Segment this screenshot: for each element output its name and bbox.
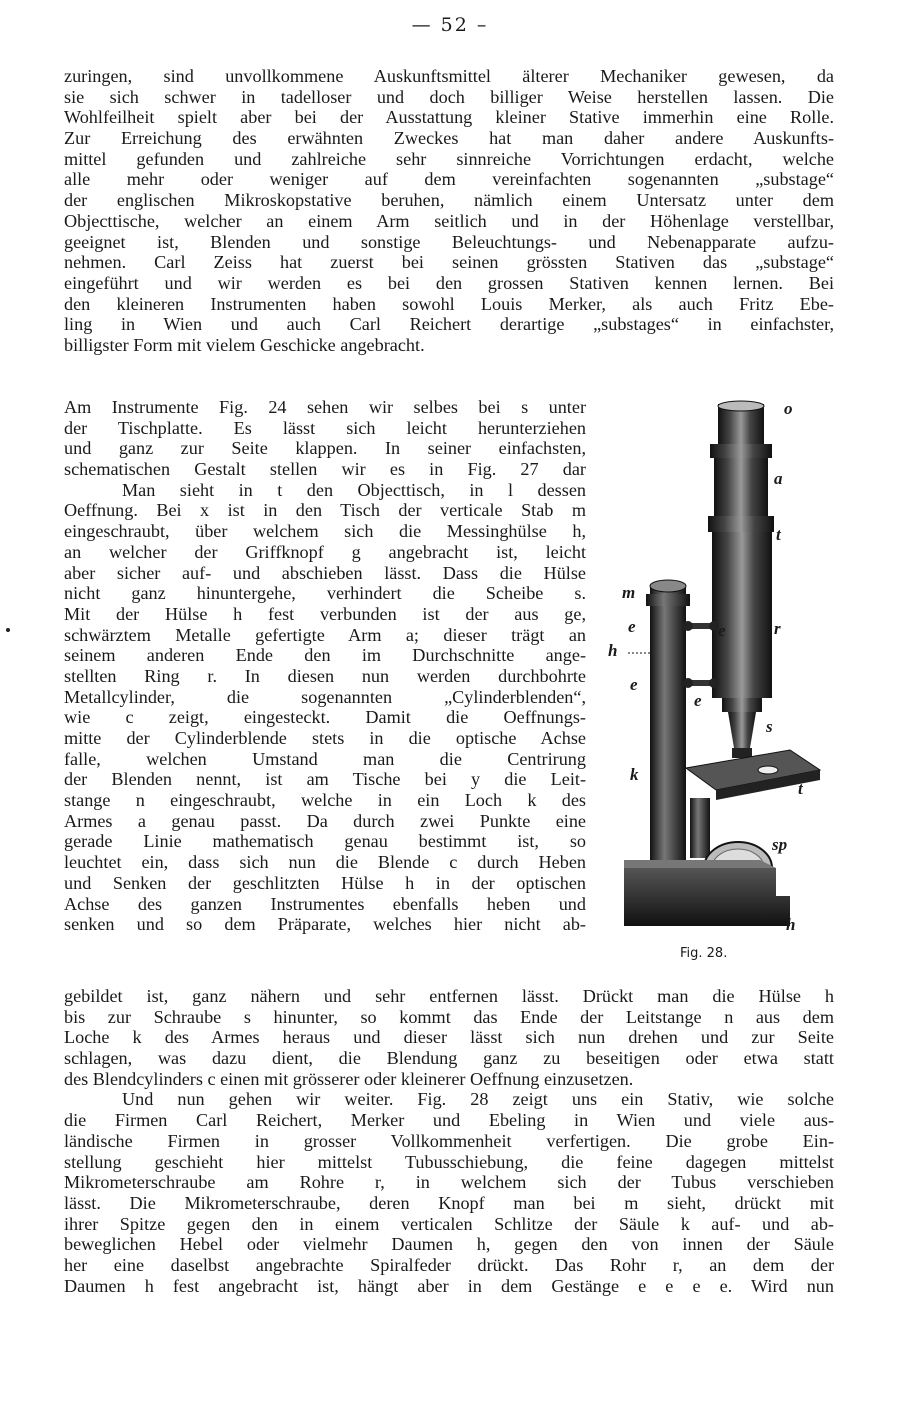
text-line: die Firmen Carl Reichert, Merker und Ebeling in Wien und viele aus- [64, 1110, 834, 1131]
text-line: gebildet ist, ganz nähern und sehr entfernen lässt. Drückt man die Hülse h [64, 986, 834, 1006]
text-line: Mikrometerschraube am Rohre r, in welchem sich der Tubus verschieben [64, 1172, 834, 1193]
text-line: an welcher der Griffknopf g angebracht ist, leicht [64, 541, 586, 562]
text-line: eingeschraubt, über welchem sich die Messinghülse h, [64, 521, 586, 542]
fig-label-e3: e [630, 675, 638, 694]
fig-label-h-low: h [786, 915, 796, 934]
fig-label-a: a [774, 469, 783, 488]
text-line: nicht ganz hinuntergehe, verhindert die Scheibe s. [64, 583, 586, 604]
paragraph-full-width [64, 66, 834, 356]
text-line: leuchtet ein, dass sich nun die Blende c durch Heben [64, 852, 586, 873]
pillar [650, 586, 686, 866]
base [624, 868, 790, 926]
figure-caption: Fig. 28. [680, 946, 728, 961]
paragraph-below-figure [64, 986, 834, 1296]
text-line: seinem anderen Ende den im Durchschnitte ange- [64, 645, 586, 666]
objective [728, 712, 756, 748]
text-line: her eine daselbst angebrachte Spiralfeder drückt. Das Rohr r, an dem der [64, 1254, 834, 1275]
text-line: Man sieht in t den Objecttisch, in l dessen [122, 479, 586, 500]
text-line: lässt. Die Mikrometerschraube, deren Knopf man bei m sieht, drückt mit [64, 1192, 834, 1213]
text-line: schematischen Gestalt stellen wir es in Fig. 27 dar [64, 459, 586, 480]
text-line: und Senken der geschlitzten Hülse h in der optischen [64, 872, 586, 893]
text-line: den kleineren Instrumenten haben sowohl Louis Merker, als auch Fritz Ebe- [64, 293, 834, 314]
text-line: wie c zeigt, eingesteckt. Damit die Oeffnungs- [64, 707, 586, 728]
fig-label-e1: e [628, 617, 636, 636]
text-line: schwärztem Metalle gefertigte Arm a; dieser trägt an [64, 624, 586, 645]
text-line: Loche k des Armes heraus und dieser lässt sich nun drehen und zur Seite [64, 1027, 834, 1048]
text-line: senken und so dem Präparate, welches hier nicht ab- [64, 914, 586, 935]
text-line: Oeffnung. Bei x ist in den Tisch der verticale Stab m [64, 500, 586, 521]
text-line: billigster Form mit vielem Geschicke angebracht. [64, 334, 425, 355]
fig-label-sp: sp [772, 835, 788, 854]
fig-label-s: s [766, 717, 773, 736]
fig-label-e4: e [694, 691, 702, 710]
paragraph-beside-figure [64, 397, 586, 935]
text-line: schlagen, was dazu dient, die Blendung ganz zu beseitigen oder etwa statt [64, 1048, 834, 1069]
text-line: Armes a genau passt. Da durch zwei Punkte eine [64, 810, 586, 831]
text-line: Mit der Hülse h fest verbunden ist der aus ge, [64, 603, 586, 624]
text-line: Und nun gehen wir weiter. Fig. 28 zeigt uns ein Stativ, wie solche [122, 1089, 834, 1110]
text-line: stellten Ring r. In diesen nun werden durchbohrte [64, 665, 586, 686]
fig-label-e2: e [718, 621, 726, 640]
fig-label-h-left: h [608, 641, 618, 660]
text-line: und ganz zur Seite klappen. In seiner einfachsten, [64, 438, 586, 459]
upper-tube [714, 458, 768, 518]
main-tube [712, 532, 772, 698]
text-line: der Tischplatte. Es lässt sich leicht herunterziehen [64, 417, 586, 438]
text-line: beweglichen Hebel oder vielmehr Daumen h, gegen den von innen der Säule [64, 1234, 834, 1255]
text-line: Am Instrumente Fig. 24 sehen wir selbes bei s unter [64, 397, 586, 417]
fig-label-t-low: t [798, 779, 803, 798]
text-line: Metallcylinder, die sogenannten „Cylinderblenden“, [64, 686, 586, 707]
text-line: Objecttische, welcher an einem Arm seitlich und in der Höhenlage verstellbar, [64, 210, 834, 231]
text-line: aber sicher auf- und abschieben lässt. Dass die Hülse [64, 562, 586, 583]
text-line: mittel gefunden und zahlreiche sehr sinnreiche Vorrichtungen erdacht, welche [64, 148, 834, 169]
text-line: stellung geschieht hier mittelst Tubusschiebung, die feine dagegen mittelst [64, 1151, 834, 1172]
fig-label-m: m [622, 583, 636, 602]
text-line: ling in Wien und auch Carl Reichert derartige „substages“ in einfachster, [64, 314, 834, 335]
text-line: ländische Firmen in grosser Vollkommenheit verfertigen. Die grobe Ein- [64, 1130, 834, 1151]
microscope-figure [600, 398, 840, 988]
text-line: Daumen h fest angebracht ist, hängt aber in dem Gestänge e e e e. Wird nun [64, 1275, 834, 1296]
text-line: eingeführt und wir werden es bei den grossen Stativen kennen lernen. Bei [64, 272, 834, 293]
text-line: mitte der Cylinderblende stets in die optische Achse [64, 728, 586, 748]
text-line: Achse des ganzen Instrumentes ebenfalls heben und [64, 893, 586, 914]
text-line: geeignet ist, Blenden und sonstige Beleuchtungs- und Nebenapparate aufzu- [64, 231, 834, 252]
text-line: sie sich schwer in tadelloser und doch billiger Weise herstellen lassen. Die [64, 86, 834, 107]
fig-label-t-top: t [776, 525, 781, 544]
text-line: zuringen, sind unvollkommene Auskunftsmittel älterer Mechaniker gewesen, da [64, 66, 834, 86]
text-line: falle, welchen Umstand man die Centrirung [64, 748, 586, 769]
text-line: des Blendcylinders c einen mit grösserer oder kleinerer Oeffnung einzusetzen. [64, 1068, 634, 1089]
text-line: der Blenden nennt, ist am Tische bei y die Leit- [64, 769, 586, 790]
text-line: Wohlfeilheit spielt aber bei der Ausstattung kleiner Stative immerhin eine Rolle. [64, 107, 834, 128]
text-line: nehmen. Carl Zeiss hat zuerst bei seinen grössten Stativen das „substage“ [64, 252, 834, 273]
fig-label-o: o [784, 399, 793, 418]
fig-label-r: r [774, 619, 781, 638]
fig-label-k: k [630, 765, 639, 784]
page-number: — 52 – [411, 14, 489, 36]
text-line: stange n eingeschraubt, welche in ein Loch k des [64, 790, 586, 811]
text-line: alle mehr oder weniger auf dem vereinfachten sogenannten „substage“ [64, 169, 834, 190]
text-line: ihrer Spitze gegen den in einem verticalen Schlitze der Säule k auf- und ab- [64, 1213, 834, 1234]
text-line: gerade Linie mathematisch genau bestimmt ist, so [64, 831, 586, 852]
text-line: der englischen Mikroskopstative beruhen, nämlich einem Untersatz unter dem [64, 190, 834, 211]
text-line: Zur Erreichung des erwähnten Zweckes hat man daher andere Auskunfts- [64, 128, 834, 149]
text-line: bis zur Schraube s hinunter, so kommt das Ende der Leitstange n aus dem [64, 1006, 834, 1027]
margin-mark [6, 628, 10, 632]
